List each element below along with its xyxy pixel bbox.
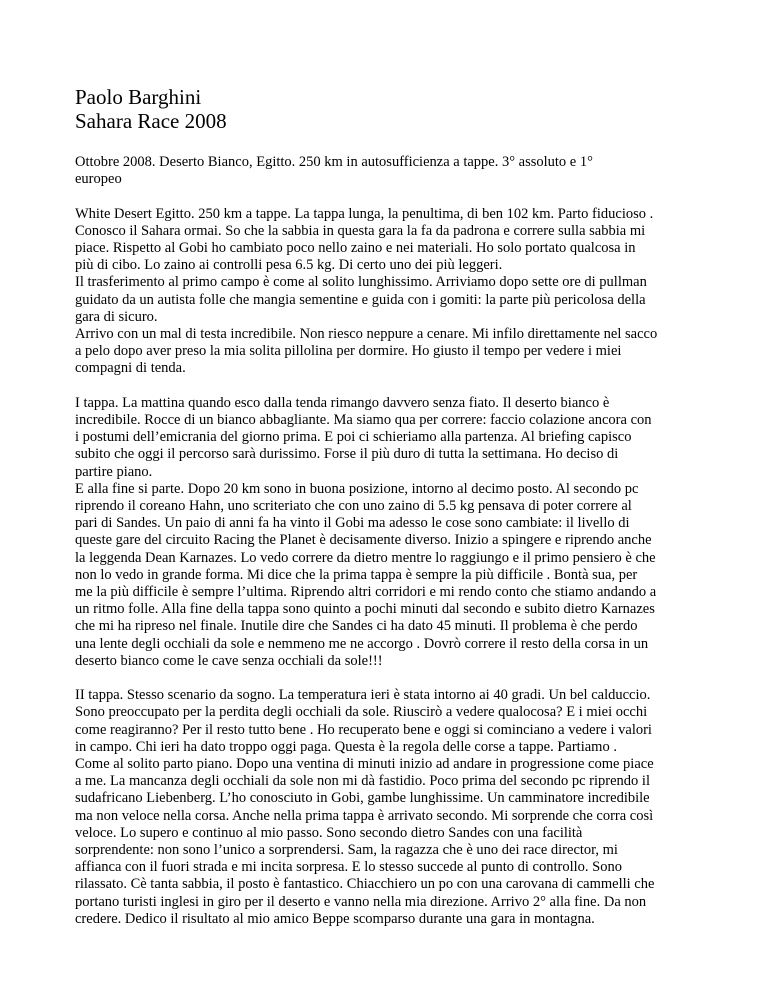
text-line: rilassato. Cè tanta sabbia, il posto è fantastico. Chiacchiero un po con una carovana di cammelli che — [75, 876, 655, 893]
document-body — [75, 154, 695, 945]
text-line: pari di Sandes. Un paio di anni fa ha vinto il Gobi ma adesso le cose sono cambiate: il livello di — [75, 515, 630, 532]
text-line: queste gare del circuito Racing the Planet è decisamente diverso. Inizio a spingere e riprendo anche — [75, 532, 652, 549]
paragraph — [75, 154, 695, 188]
text-line: sorprendente: non sono l’unico a sorprendersi. Sam, la ragazza che è uno dei race director, mi — [75, 842, 618, 859]
text-line: sudafricano Liebenberg. L’ho conosciuto in Gobi, gambe lunghissime. Un camminatore incredibile — [75, 790, 650, 807]
text-line: compagni di tenda. — [75, 360, 186, 377]
text-line: Come al solito parto piano. Dopo una ventina di minuti inizio ad andare in progressione come piace — [75, 756, 654, 773]
text-line: non lo vedo in grande forma. Mi dice che la prima tappa è sempre la più difficile . Bontà sua, per — [75, 566, 638, 583]
text-line: Sono preoccupato per la perdita degli occhiali da sole. Riuscirò a vedere qualocosa? E i miei occhi — [75, 704, 648, 721]
text-line: portano turisti inglesi in giro per il deserto e vanno nella mia direzione. Arrivo 2° alla fine. Da non — [75, 893, 647, 910]
text-line: i postumi dell’emicrania del giorno prima. E poi ci schieriamo alla partenza. Al briefing capisco — [75, 429, 632, 446]
paragraph — [75, 206, 695, 378]
text-line: europeo — [75, 171, 122, 188]
text-line: che mi ha ripreso nel finale. Inutile dire che Sandes ci ha dato 45 minuti. Il problema è che perdo — [75, 618, 638, 635]
text-line: affianca con il fuori strada e mi incita sorpresa. E lo stesso succede al punto di controllo. Sono — [75, 859, 622, 876]
text-line: piace. Rispetto al Gobi ho cambiato poco nello zaino e nei materiali. Ho solo portato qualcosa in — [75, 240, 636, 256]
text-line: partire piano. — [75, 463, 153, 480]
text-line: me la più difficile è sempre l’ultima. Riprendo altri corridori e mi rendo conto che stiamo andando a — [75, 584, 657, 601]
text-line: Il trasferimento al primo campo è come al solito lunghissimo. Arriviamo dopo sette ore di pullman — [75, 274, 647, 291]
text-line: veloce. Lo supero e continuo al mio passo. Sono secondo dietro Sandes con una facilità — [75, 824, 583, 841]
text-line: incredibile. Rocce di un bianco abbagliante. Ma siamo qua per correre: faccio colazione ancora con — [75, 412, 652, 429]
text-line: deserto bianco come le cave senza occhiali da sole!!! — [75, 652, 383, 669]
text-line: in campo. Chi ieri ha dato troppo oggi paga. Questa è la regola delle corse a tappe. Partiamo . — [75, 738, 617, 755]
text-line: la leggenda Dean Karnazes. Lo vedo correre da dietro mentre lo raggiungo e il primo pensiero è che — [75, 549, 656, 566]
author-name: Paolo Barghini — [75, 85, 202, 109]
text-line: E alla fine si parte. Dopo 20 km sono in buona posizione, intorno al decimo posto. Al secondo pc — [75, 480, 639, 497]
text-line: più di cibo. Lo zaino ai controlli pesa 6.5 kg. Di certo uno dei più leggeri. — [75, 257, 503, 274]
text-line: credere. Dedico il risultato al mio amico Beppe scomparso durante una gara in montagna. — [75, 910, 595, 927]
text-line: Ottobre 2008. Deserto Bianco, Egitto. 250 km in autosufficienza a tappe. 3° assoluto e 1° — [75, 154, 593, 170]
text-line: riprendo il coreano Hahn, uno scriteriato che con uno zaino di 5.5 kg pensava di poter correre al — [75, 498, 632, 515]
text-line: White Desert Egitto. 250 km a tappe. La tappa lunga, la penultima, di ben 102 km. Parto fiducioso . — [75, 205, 654, 222]
paragraph — [75, 395, 695, 670]
document-title — [75, 85, 227, 133]
text-line: come reagiranno? Per il resto tutto bene . Ho recuperato bene e oggi si cominciano a vedere i valori — [75, 721, 652, 738]
text-line: subito che oggi il percorso sarà durissimo. Forse il più duro di tutta la settimana. Ho deciso di — [75, 446, 619, 463]
paragraph — [75, 687, 695, 928]
text-line: a me. La mancanza degli occhiali da sole non mi dà fastidio. Poco prima del secondo pc riprendo il — [75, 773, 650, 790]
text-line: I tappa. La mattina quando esco dalla tenda rimango davvero senza fiato. Il deserto bianco è — [75, 394, 610, 411]
text-line: Arrivo con un mal di testa incredibile. Non riesco neppure a cenare. Mi infilo direttamente nel sacco — [75, 326, 658, 343]
text-line: guidato da un autista folle che mangia sementine e guida con i gomiti: la parte più pericolosa della — [75, 291, 646, 308]
text-line: gara di sicuro. — [75, 308, 158, 325]
text-line: Conosco il Sahara ormai. So che la sabbia in questa gara la fa da padrona e correre sulla sabbia mi — [75, 222, 646, 239]
text-line: a pelo dopo aver preso la mia solita pillolina per dormire. Ho giusto il tempo per vedere i miei — [75, 343, 622, 360]
text-line: una lente degli occhiali da sole e nemmeno me ne accorgo . Dovrò correre il resto della corsa in un — [75, 635, 649, 652]
race-title: Sahara Race 2008 — [75, 109, 227, 133]
text-line: ma non veloce nella corsa. Anche nella prima tappa è arrivato secondo. Mi sorprende che corra così — [75, 807, 654, 824]
text-line: II tappa. Stesso scenario da sogno. La temperatura ieri è stata intorno ai 40 gradi. Un bel calduccio. — [75, 687, 651, 704]
text-line: un ritmo folle. Alla fine della tappa sono quinto a pochi minuti dal secondo e subito dietro Karnazes — [75, 601, 655, 618]
